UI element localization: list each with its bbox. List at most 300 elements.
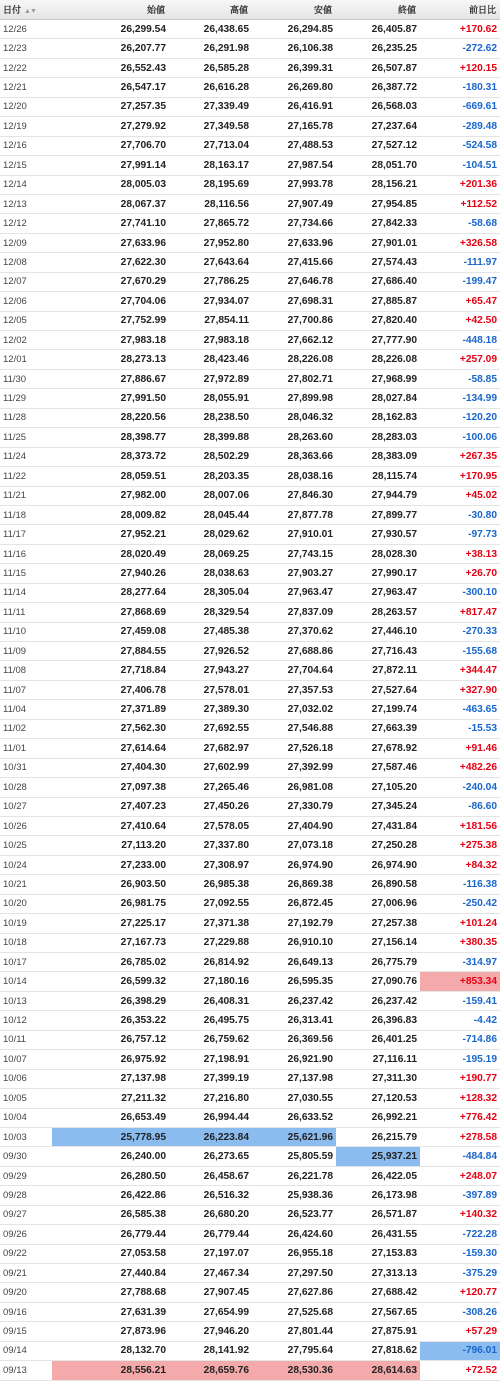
cell-close: 26,431.55 <box>336 1225 420 1244</box>
cell-date: 12/12 <box>0 214 52 233</box>
cell-change: +170.95 <box>420 467 500 486</box>
cell-change: -448.18 <box>420 331 500 350</box>
cell-low: 26,921.90 <box>252 1050 336 1069</box>
cell-low: 26,106.38 <box>252 39 336 58</box>
table-row <box>0 797 500 816</box>
cell-open: 27,868.69 <box>52 603 169 622</box>
cell-open: 28,132.70 <box>52 1341 169 1360</box>
cell-close: 27,006.96 <box>336 894 420 913</box>
table-row <box>0 97 500 116</box>
cell-high: 27,389.30 <box>169 700 252 719</box>
cell-date: 11/16 <box>0 544 52 563</box>
cell-close: 27,777.90 <box>336 331 420 350</box>
cell-close: 27,901.01 <box>336 233 420 252</box>
table-row <box>0 719 500 738</box>
cell-low: 25,938.36 <box>252 1186 336 1205</box>
table-row <box>0 680 500 699</box>
cell-high: 27,216.80 <box>169 1089 252 1108</box>
cell-high: 27,308.97 <box>169 855 252 874</box>
cell-open: 25,778.95 <box>52 1127 169 1146</box>
cell-low: 27,633.96 <box>252 233 336 252</box>
cell-close: 27,963.47 <box>336 583 420 602</box>
cell-high: 28,502.29 <box>169 447 252 466</box>
cell-close: 27,237.64 <box>336 117 420 136</box>
cell-high: 28,007.06 <box>169 486 252 505</box>
table-header <box>0 0 500 20</box>
cell-low: 27,698.31 <box>252 292 336 311</box>
column-header-change[interactable]: 前日比 <box>420 0 500 20</box>
table-row <box>0 505 500 524</box>
column-header-high[interactable]: 高値 <box>169 0 252 20</box>
cell-change: +278.58 <box>420 1127 500 1146</box>
cell-low: 27,073.18 <box>252 836 336 855</box>
cell-date: 12/02 <box>0 331 52 350</box>
table-row <box>0 1302 500 1321</box>
table-row <box>0 933 500 952</box>
cell-high: 27,578.05 <box>169 816 252 835</box>
cell-close: 27,527.64 <box>336 680 420 699</box>
cell-date: 11/01 <box>0 739 52 758</box>
cell-low: 27,392.99 <box>252 758 336 777</box>
cell-close: 27,527.12 <box>336 136 420 155</box>
cell-date: 11/04 <box>0 700 52 719</box>
table-row <box>0 583 500 602</box>
cell-high: 28,141.92 <box>169 1341 252 1360</box>
cell-close: 27,688.42 <box>336 1283 420 1302</box>
cell-close: 27,686.40 <box>336 272 420 291</box>
cell-open: 27,225.17 <box>52 914 169 933</box>
cell-close: 27,842.33 <box>336 214 420 233</box>
cell-close: 26,235.25 <box>336 39 420 58</box>
cell-change: -86.60 <box>420 797 500 816</box>
cell-low: 27,877.78 <box>252 505 336 524</box>
cell-close: 28,226.08 <box>336 350 420 369</box>
table-row <box>0 253 500 272</box>
table-row <box>0 272 500 291</box>
cell-close: 27,313.13 <box>336 1264 420 1283</box>
cell-low: 27,404.90 <box>252 816 336 835</box>
cell-change: -463.65 <box>420 700 500 719</box>
cell-close: 26,775.79 <box>336 953 420 972</box>
cell-open: 26,547.17 <box>52 78 169 97</box>
cell-date: 11/14 <box>0 583 52 602</box>
cell-change: -289.48 <box>420 117 500 136</box>
cell-close: 27,567.65 <box>336 1302 420 1321</box>
cell-open: 27,410.64 <box>52 816 169 835</box>
cell-high: 27,854.11 <box>169 311 252 330</box>
sort-icon[interactable]: ▲▼ <box>24 8 36 15</box>
cell-high: 28,423.46 <box>169 350 252 369</box>
cell-high: 27,946.20 <box>169 1322 252 1341</box>
cell-change: +257.09 <box>420 350 500 369</box>
cell-change: -722.28 <box>420 1225 500 1244</box>
cell-date: 09/26 <box>0 1225 52 1244</box>
cell-change: -30.80 <box>420 505 500 524</box>
cell-low: 28,046.32 <box>252 408 336 427</box>
cell-low: 27,297.50 <box>252 1264 336 1283</box>
cell-high: 28,029.62 <box>169 525 252 544</box>
cell-low: 27,357.53 <box>252 680 336 699</box>
cell-date: 12/23 <box>0 39 52 58</box>
table-row <box>0 428 500 447</box>
table-row <box>0 991 500 1010</box>
cell-low: 27,627.86 <box>252 1283 336 1302</box>
cell-date: 11/25 <box>0 428 52 447</box>
cell-date: 09/13 <box>0 1361 52 1380</box>
cell-close: 27,250.28 <box>336 836 420 855</box>
cell-date: 09/15 <box>0 1322 52 1341</box>
cell-change: -314.97 <box>420 953 500 972</box>
table-row <box>0 117 500 136</box>
cell-open: 27,940.26 <box>52 564 169 583</box>
cell-date: 12/07 <box>0 272 52 291</box>
cell-low: 28,226.08 <box>252 350 336 369</box>
table-row <box>0 855 500 874</box>
cell-low: 25,805.59 <box>252 1147 336 1166</box>
cell-open: 27,706.70 <box>52 136 169 155</box>
cell-change: +26.70 <box>420 564 500 583</box>
cell-high: 26,616.28 <box>169 78 252 97</box>
cell-date: 10/11 <box>0 1030 52 1049</box>
cell-close: 27,120.53 <box>336 1089 420 1108</box>
cell-high: 27,197.07 <box>169 1244 252 1263</box>
cell-high: 26,680.20 <box>169 1205 252 1224</box>
cell-close: 27,257.38 <box>336 914 420 933</box>
cell-open: 27,097.38 <box>52 778 169 797</box>
cell-change: +65.47 <box>420 292 500 311</box>
cell-change: +91.46 <box>420 739 500 758</box>
cell-high: 26,438.65 <box>169 20 252 39</box>
cell-high: 28,195.69 <box>169 175 252 194</box>
cell-change: +120.77 <box>420 1283 500 1302</box>
cell-change: -104.51 <box>420 156 500 175</box>
cell-low: 27,700.86 <box>252 311 336 330</box>
cell-close: 27,105.20 <box>336 778 420 797</box>
cell-open: 27,873.96 <box>52 1322 169 1341</box>
cell-close: 26,396.83 <box>336 1011 420 1030</box>
cell-date: 12/22 <box>0 58 52 77</box>
cell-open: 28,398.77 <box>52 428 169 447</box>
cell-open: 27,562.30 <box>52 719 169 738</box>
table-row <box>0 1030 500 1049</box>
cell-low: 27,165.78 <box>252 117 336 136</box>
cell-change: -159.41 <box>420 991 500 1010</box>
cell-high: 27,926.52 <box>169 642 252 661</box>
cell-date: 09/27 <box>0 1205 52 1224</box>
cell-change: -796.01 <box>420 1341 500 1360</box>
cell-open: 28,059.51 <box>52 467 169 486</box>
cell-date: 10/03 <box>0 1127 52 1146</box>
cell-date: 12/14 <box>0 175 52 194</box>
cell-low: 28,363.66 <box>252 447 336 466</box>
cell-change: -308.26 <box>420 1302 500 1321</box>
cell-open: 27,257.35 <box>52 97 169 116</box>
cell-close: 27,678.92 <box>336 739 420 758</box>
cell-date: 10/20 <box>0 894 52 913</box>
cell-change: -714.86 <box>420 1030 500 1049</box>
cell-low: 26,869.38 <box>252 875 336 894</box>
cell-high: 27,786.25 <box>169 272 252 291</box>
cell-low: 28,263.60 <box>252 428 336 447</box>
cell-low: 26,974.90 <box>252 855 336 874</box>
cell-change: +101.24 <box>420 914 500 933</box>
cell-open: 27,718.84 <box>52 661 169 680</box>
cell-low: 26,424.60 <box>252 1225 336 1244</box>
cell-open: 27,886.67 <box>52 369 169 388</box>
cell-low: 27,846.30 <box>252 486 336 505</box>
cell-high: 26,759.62 <box>169 1030 252 1049</box>
cell-close: 28,614.63 <box>336 1361 420 1380</box>
cell-open: 28,556.21 <box>52 1361 169 1380</box>
cell-date: 12/08 <box>0 253 52 272</box>
table-row <box>0 1069 500 1088</box>
cell-high: 28,238.50 <box>169 408 252 427</box>
cell-open: 26,353.22 <box>52 1011 169 1030</box>
cell-date: 12/20 <box>0 97 52 116</box>
cell-date: 12/15 <box>0 156 52 175</box>
table-row <box>0 408 500 427</box>
table-row <box>0 1225 500 1244</box>
cell-date: 11/07 <box>0 680 52 699</box>
cell-low: 27,662.12 <box>252 331 336 350</box>
cell-change: -250.42 <box>420 894 500 913</box>
cell-open: 27,670.29 <box>52 272 169 291</box>
cell-close: 27,875.91 <box>336 1322 420 1341</box>
cell-low: 27,192.79 <box>252 914 336 933</box>
cell-date: 10/13 <box>0 991 52 1010</box>
table-row <box>0 622 500 641</box>
cell-open: 27,233.00 <box>52 855 169 874</box>
cell-low: 27,525.68 <box>252 1302 336 1321</box>
cell-low: 27,963.47 <box>252 583 336 602</box>
table-row <box>0 136 500 155</box>
table-row <box>0 20 500 39</box>
cell-date: 10/12 <box>0 1011 52 1030</box>
cell-close: 26,571.87 <box>336 1205 420 1224</box>
cell-date: 10/24 <box>0 855 52 874</box>
table-row <box>0 1283 500 1302</box>
cell-close: 27,818.62 <box>336 1341 420 1360</box>
cell-change: +72.52 <box>420 1361 500 1380</box>
cell-change: +120.15 <box>420 58 500 77</box>
cell-close: 27,944.79 <box>336 486 420 505</box>
cell-date: 09/29 <box>0 1166 52 1185</box>
cell-open: 28,273.13 <box>52 350 169 369</box>
cell-change: -272.62 <box>420 39 500 58</box>
table-row <box>0 78 500 97</box>
cell-close: 27,716.43 <box>336 642 420 661</box>
cell-change: +170.62 <box>420 20 500 39</box>
cell-date: 11/10 <box>0 622 52 641</box>
table-row <box>0 486 500 505</box>
cell-open: 26,757.12 <box>52 1030 169 1049</box>
cell-close: 27,116.11 <box>336 1050 420 1069</box>
cell-date: 11/17 <box>0 525 52 544</box>
cell-high: 27,972.89 <box>169 369 252 388</box>
cell-open: 27,704.06 <box>52 292 169 311</box>
cell-close: 27,431.84 <box>336 816 420 835</box>
table-row <box>0 894 500 913</box>
table-row <box>0 1011 500 1030</box>
cell-open: 28,009.82 <box>52 505 169 524</box>
table-row <box>0 389 500 408</box>
cell-high: 27,198.91 <box>169 1050 252 1069</box>
column-header-date[interactable] <box>0 0 52 20</box>
cell-high: 27,692.55 <box>169 719 252 738</box>
cell-open: 26,975.92 <box>52 1050 169 1069</box>
cell-open: 26,299.54 <box>52 20 169 39</box>
column-header-close[interactable]: 終値 <box>336 0 420 20</box>
table-row <box>0 1341 500 1360</box>
cell-date: 12/09 <box>0 233 52 252</box>
cell-close: 26,237.42 <box>336 991 420 1010</box>
table-row <box>0 214 500 233</box>
cell-date: 10/18 <box>0 933 52 952</box>
cell-high: 27,865.72 <box>169 214 252 233</box>
cell-date: 09/22 <box>0 1244 52 1263</box>
table-row <box>0 467 500 486</box>
cell-low: 27,330.79 <box>252 797 336 816</box>
cell-change: -375.29 <box>420 1264 500 1283</box>
cell-change: +267.35 <box>420 447 500 466</box>
cell-low: 28,530.36 <box>252 1361 336 1380</box>
table-row <box>0 1127 500 1146</box>
column-header-label: 日付 <box>3 5 22 15</box>
cell-change: +112.52 <box>420 194 500 213</box>
table-row <box>0 1244 500 1263</box>
cell-open: 27,788.68 <box>52 1283 169 1302</box>
cell-open: 27,211.32 <box>52 1089 169 1108</box>
cell-close: 26,974.90 <box>336 855 420 874</box>
table-row <box>0 1108 500 1127</box>
cell-low: 27,993.78 <box>252 175 336 194</box>
cell-open: 26,552.43 <box>52 58 169 77</box>
cell-high: 28,163.17 <box>169 156 252 175</box>
cell-change: -195.19 <box>420 1050 500 1069</box>
cell-date: 10/27 <box>0 797 52 816</box>
cell-close: 27,156.14 <box>336 933 420 952</box>
cell-open: 27,983.18 <box>52 331 169 350</box>
cell-open: 26,599.32 <box>52 972 169 991</box>
cell-high: 27,943.27 <box>169 661 252 680</box>
cell-date: 12/16 <box>0 136 52 155</box>
cell-date: 11/22 <box>0 467 52 486</box>
cell-high: 27,450.26 <box>169 797 252 816</box>
table-row <box>0 58 500 77</box>
cell-date: 11/15 <box>0 564 52 583</box>
cell-high: 27,399.19 <box>169 1069 252 1088</box>
table-row <box>0 1322 500 1341</box>
cell-low: 27,546.88 <box>252 719 336 738</box>
cell-close: 27,345.24 <box>336 797 420 816</box>
table-row <box>0 661 500 680</box>
cell-high: 26,585.28 <box>169 58 252 77</box>
cell-change: +190.77 <box>420 1069 500 1088</box>
cell-high: 26,994.44 <box>169 1108 252 1127</box>
table-row <box>0 194 500 213</box>
cell-open: 27,991.14 <box>52 156 169 175</box>
cell-low: 27,370.62 <box>252 622 336 641</box>
cell-low: 28,038.16 <box>252 467 336 486</box>
cell-change: +326.58 <box>420 233 500 252</box>
table-row <box>0 778 500 797</box>
cell-low: 26,981.08 <box>252 778 336 797</box>
cell-open: 27,631.39 <box>52 1302 169 1321</box>
cell-date: 12/06 <box>0 292 52 311</box>
cell-date: 09/20 <box>0 1283 52 1302</box>
cell-close: 27,885.87 <box>336 292 420 311</box>
cell-change: -58.85 <box>420 369 500 388</box>
cell-open: 27,279.92 <box>52 117 169 136</box>
cell-low: 27,646.78 <box>252 272 336 291</box>
cell-low: 26,399.31 <box>252 58 336 77</box>
cell-date: 12/21 <box>0 78 52 97</box>
cell-date: 09/21 <box>0 1264 52 1283</box>
cell-close: 26,405.87 <box>336 20 420 39</box>
table-row <box>0 156 500 175</box>
cell-date: 10/06 <box>0 1069 52 1088</box>
table-row <box>0 972 500 991</box>
table-row <box>0 816 500 835</box>
cell-date: 11/28 <box>0 408 52 427</box>
cell-low: 25,621.96 <box>252 1127 336 1146</box>
cell-low: 27,903.27 <box>252 564 336 583</box>
cell-date: 09/16 <box>0 1302 52 1321</box>
cell-change: -134.99 <box>420 389 500 408</box>
cell-change: -155.68 <box>420 642 500 661</box>
cell-open: 27,053.58 <box>52 1244 169 1263</box>
cell-open: 27,459.08 <box>52 622 169 641</box>
column-header-low[interactable]: 安値 <box>252 0 336 20</box>
cell-open: 27,991.50 <box>52 389 169 408</box>
cell-low: 26,416.91 <box>252 97 336 116</box>
cell-change: -484.84 <box>420 1147 500 1166</box>
cell-date: 11/18 <box>0 505 52 524</box>
cell-open: 26,280.50 <box>52 1166 169 1185</box>
cell-date: 09/28 <box>0 1186 52 1205</box>
cell-date: 10/21 <box>0 875 52 894</box>
cell-open: 26,653.49 <box>52 1108 169 1127</box>
cell-high: 27,643.64 <box>169 253 252 272</box>
table-row <box>0 447 500 466</box>
cell-low: 27,488.53 <box>252 136 336 155</box>
cell-change: +853.34 <box>420 972 500 991</box>
cell-change: -240.04 <box>420 778 500 797</box>
cell-high: 27,682.97 <box>169 739 252 758</box>
cell-high: 27,934.07 <box>169 292 252 311</box>
cell-low: 26,294.85 <box>252 20 336 39</box>
cell-change: -116.38 <box>420 875 500 894</box>
cell-date: 11/09 <box>0 642 52 661</box>
cell-high: 26,985.38 <box>169 875 252 894</box>
cell-change: +57.29 <box>420 1322 500 1341</box>
table-row <box>0 564 500 583</box>
cell-change: +482.26 <box>420 758 500 777</box>
cell-high: 28,659.76 <box>169 1361 252 1380</box>
table-row <box>0 1147 500 1166</box>
cell-low: 27,526.18 <box>252 739 336 758</box>
cell-close: 27,968.99 <box>336 369 420 388</box>
cell-low: 26,523.77 <box>252 1205 336 1224</box>
column-header-open[interactable]: 始値 <box>52 0 169 20</box>
cell-change: +201.36 <box>420 175 500 194</box>
cell-high: 26,291.98 <box>169 39 252 58</box>
cell-high: 26,408.31 <box>169 991 252 1010</box>
cell-change: +275.38 <box>420 836 500 855</box>
cell-date: 11/08 <box>0 661 52 680</box>
cell-close: 28,283.03 <box>336 428 420 447</box>
cell-close: 27,899.77 <box>336 505 420 524</box>
